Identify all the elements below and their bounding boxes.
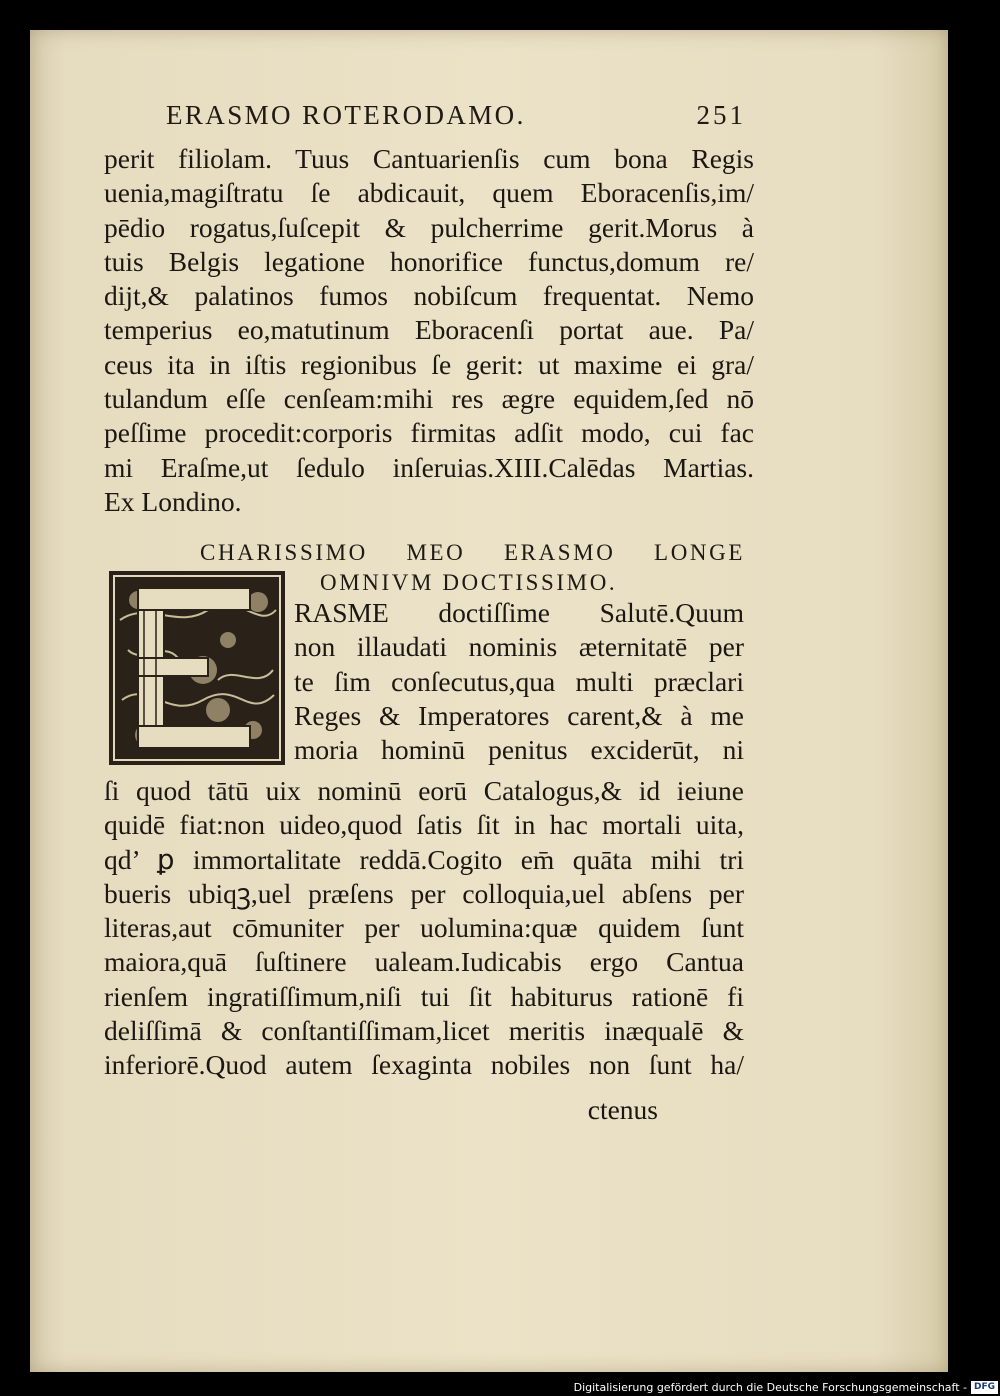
funding-credit: Digitalisierung gefördert durch die Deutsche Forschungsgemeinschaft - [573, 1380, 967, 1394]
running-head-title: ERASMO ROTERODAMO. [166, 100, 526, 130]
text-line: dijt,& palatinos fumos nobiſcum frequentat. Nemo [104, 280, 754, 312]
text-line: inferiorē.Quod autem ſexaginta nobiles non ſunt ha/ [104, 1049, 744, 1081]
text-line: perit filiolam. Tuus Cantuarienſis cum bona Regis [104, 143, 754, 174]
text-line: tulandum eſſe cenſeam:mihi res ægre equidem,ſed nō [104, 383, 754, 415]
text-line: deliſſimā & conſtantiſſimam,licet meritis inæqualē & [104, 1015, 744, 1047]
text-line: peſſime procedit:corporis firmitas adſit modo, cui fac [104, 417, 754, 449]
text-line: rienſem ingratiſſimum,niſi tui ſit habiturus rationē fi [104, 980, 744, 1012]
text-line: maiora,quā ſuſtinere ualeam.Iudicabis ergo Cantua [104, 946, 744, 978]
text-line: RASME doctiſſime Salutē.Quum [294, 597, 744, 628]
text-line: literas,aut cōmuniter per uolumina:quæ quidem ſunt [104, 912, 744, 944]
text-line: uenia,magiſtratu ſe abdicauit, quem Eboracenſis,im/ [104, 177, 754, 209]
running-head [166, 100, 746, 140]
woodcut-initial-e-icon [108, 570, 286, 766]
text-line: non illaudati nominis æternitatē per [294, 631, 744, 663]
text-line: Ex Londino. [104, 485, 242, 517]
text-line: ſi quod tātū uix nominū eorū Catalogus,& id ieiune [104, 775, 744, 806]
page-number: 251 [696, 100, 746, 130]
letter-indented-block [294, 596, 744, 767]
text-line: moria hominū penitus exciderūt, ni [294, 734, 744, 766]
letter-heading-line-1: CHARISSIMO MEO ERASMO LONGE [200, 540, 745, 565]
text-line: pēdio rogatus,ſuſcepit & pulcherrime gerit.Morus à [104, 211, 754, 243]
text-line: qd’ ꝑ immortalitate reddā.Cogito em̄ quāta mihi tri [104, 843, 744, 875]
text-line: tuis Belgis legatione honorifice functus,domum re/ [104, 245, 754, 277]
letter-heading-line-2: OMNIVM DOCTISSIMO. [320, 570, 618, 595]
dfg-logo: DFG [971, 1381, 998, 1394]
book-page [30, 30, 948, 1372]
text-line: mi Eraſme,ut ſedulo inſeruias.XIII.Calēdas Martias. [104, 451, 754, 483]
text-line: quidē fiat:non uideo,quod ſatis ſit in hac mortali uita, [104, 809, 744, 841]
text-line: bueris ubiqꝫ,uel præſens per colloquia,uel abſens per [104, 877, 744, 909]
digitization-footer [573, 1378, 998, 1396]
text-line: Reges & Imperatores carent,& à me [294, 699, 744, 731]
text-line: ceus ita in iſtis regionibus ſe gerit: ut maxime ei gra/ [104, 348, 754, 380]
letter-full-block [104, 774, 744, 1083]
text-line: temperius eo,matutinum Eboracenſi portat aue. Pa/ [104, 314, 754, 346]
catchword: ctenus [587, 1094, 658, 1125]
paragraph-one [104, 142, 754, 519]
text-line: te ſim conſecutus,qua multi præclari [294, 665, 744, 697]
